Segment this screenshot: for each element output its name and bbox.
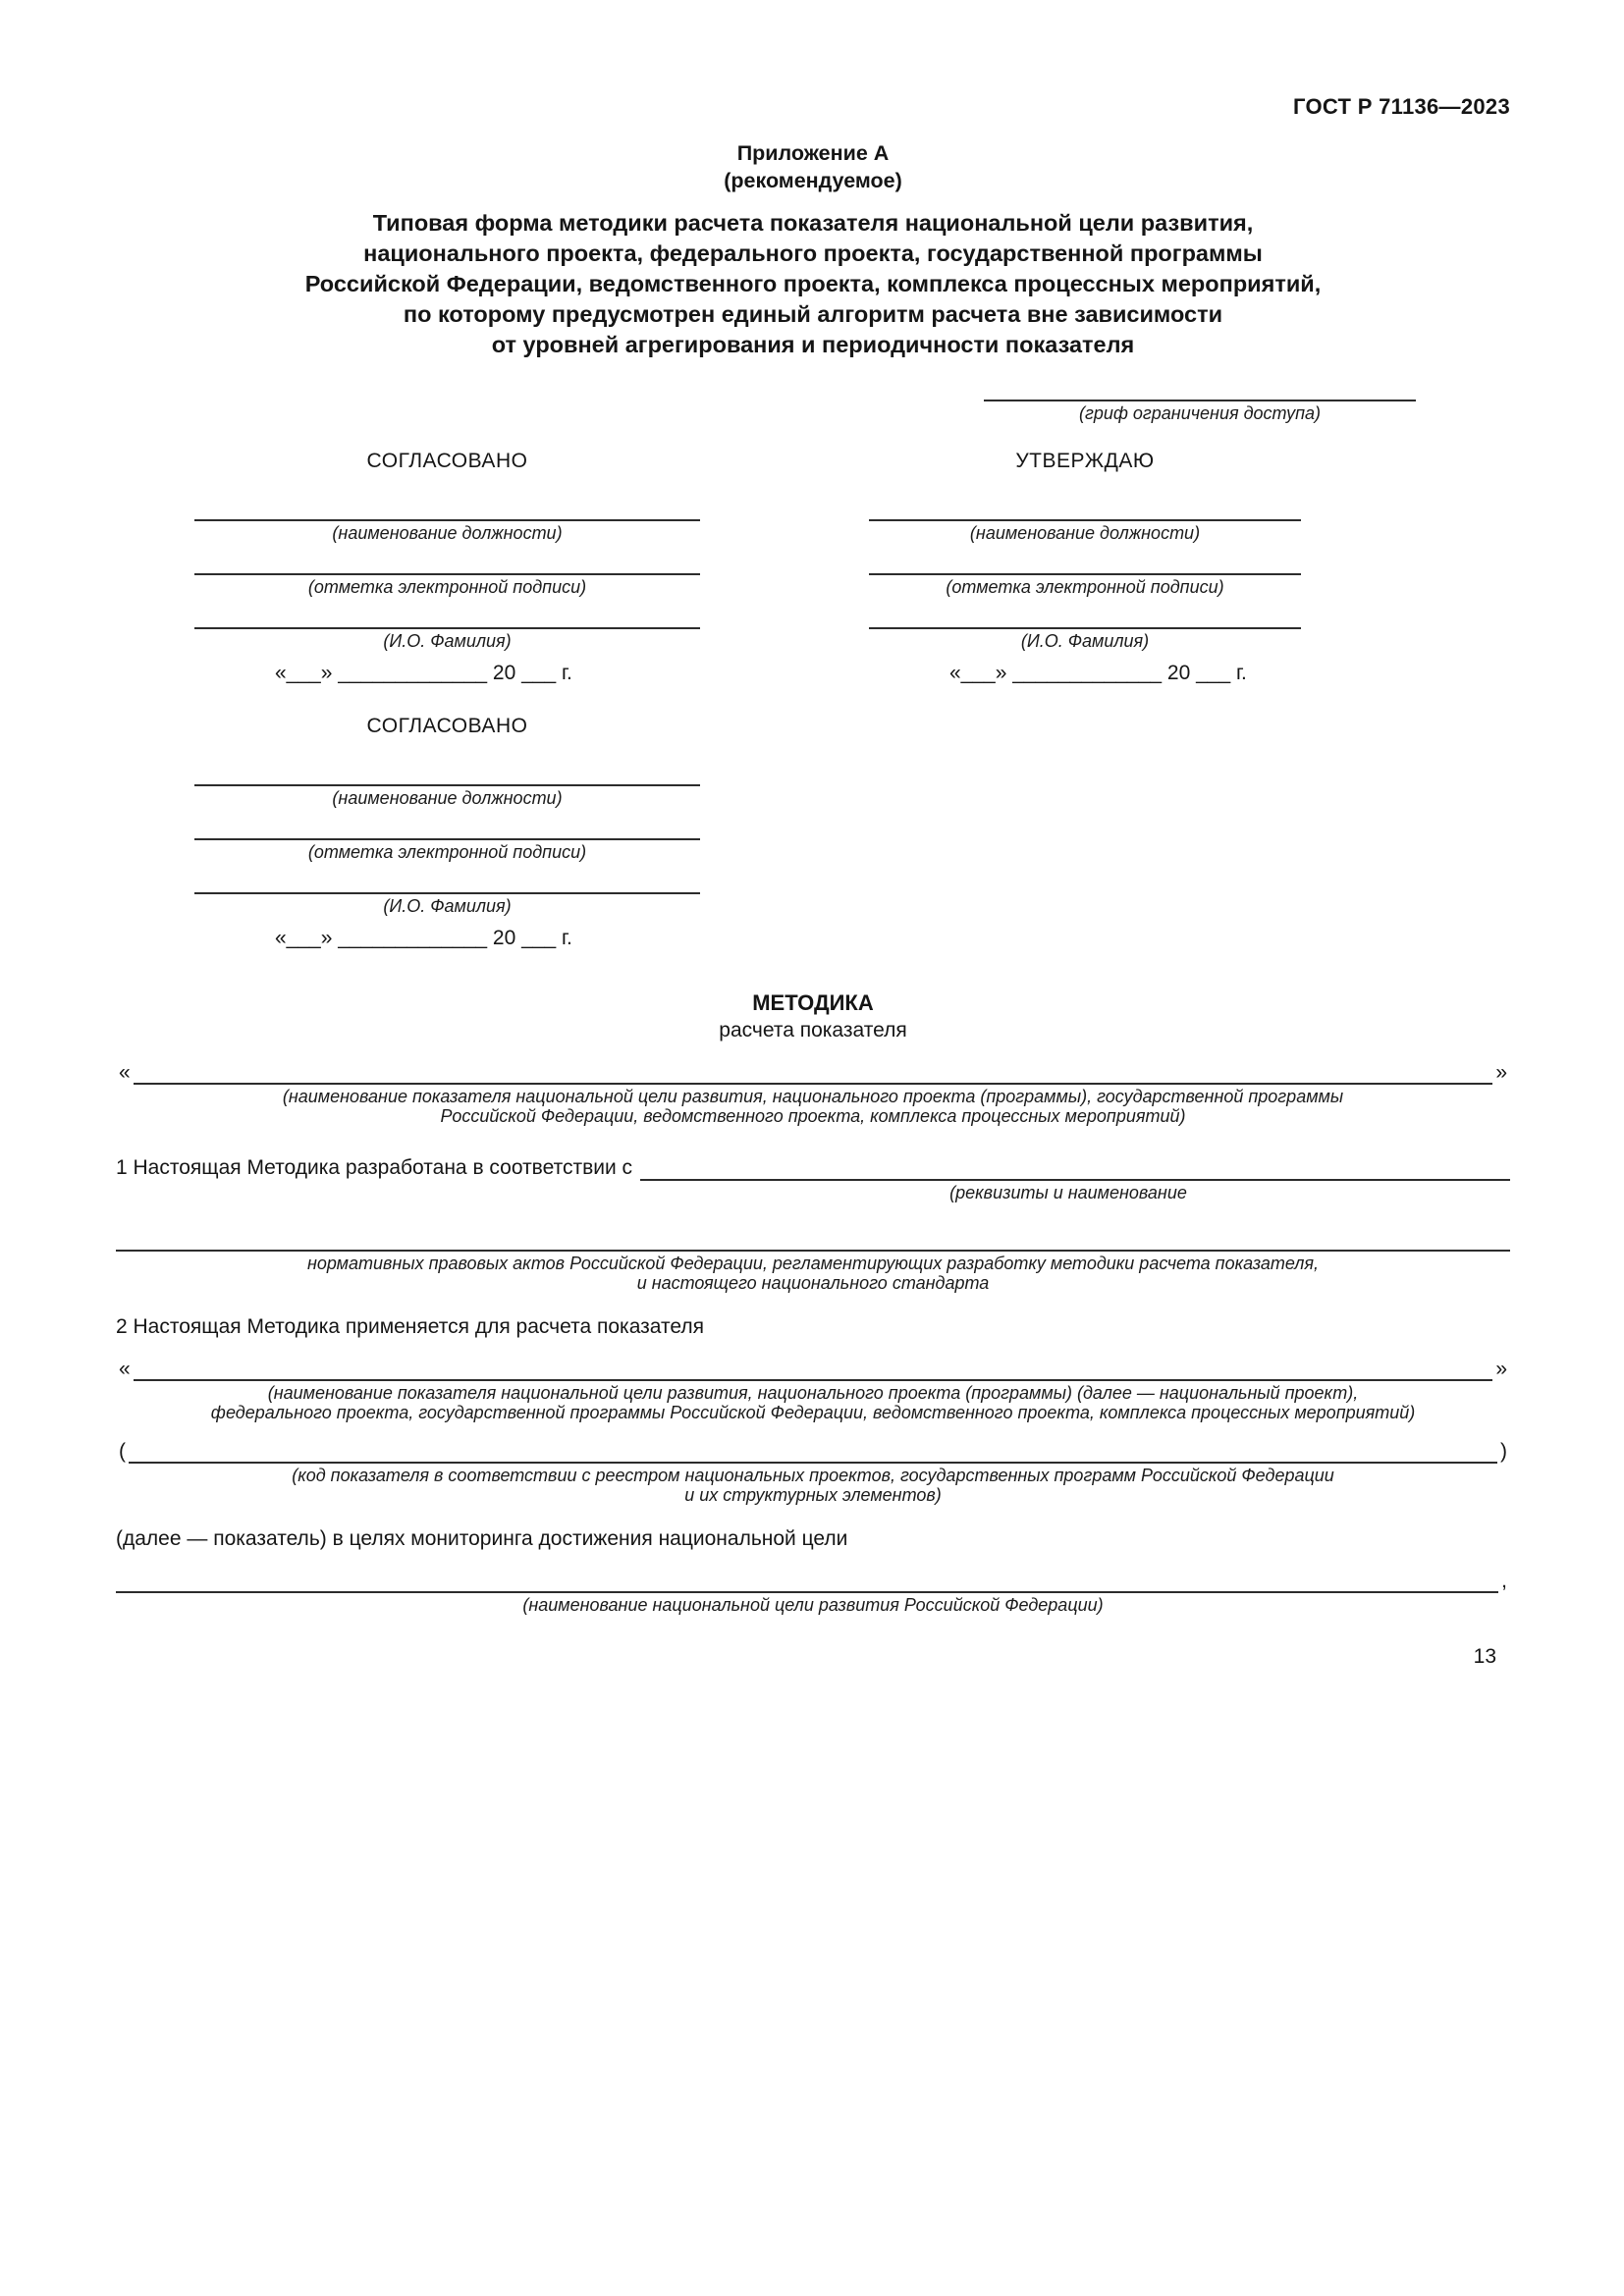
- name-field: [194, 869, 700, 916]
- esign-blank: [869, 550, 1301, 575]
- clause1-continuation-caption-2: и настоящего национального стандарта: [636, 1273, 990, 1293]
- approved-label: УТВЕРЖДАЮ: [1015, 450, 1155, 472]
- methodology-heading: МЕТОДИКА: [752, 990, 874, 1015]
- name-blank: [194, 604, 700, 629]
- date-line: «___» _____________ 20 ___ г.: [949, 662, 1247, 684]
- position-caption: (наименование должности): [969, 523, 1201, 543]
- clause1-lead-text: 1 Настоящая Методика разработана в соответствии с: [116, 1156, 633, 1179]
- position-field: [194, 496, 700, 543]
- clause2-indicator-name-line: [116, 1356, 1510, 1381]
- esign-field: [869, 550, 1301, 597]
- access-restriction-blank: [984, 376, 1416, 401]
- national-goal-line: [116, 1568, 1510, 1593]
- name-caption: (И.О. Фамилия): [383, 631, 512, 651]
- agreed-label-1: СОГЛАСОВАНО: [366, 450, 528, 472]
- access-restriction-field: [984, 376, 1416, 423]
- approved-block: [869, 449, 1301, 686]
- name-caption: (И.О. Фамилия): [383, 896, 512, 916]
- page-number: 13: [1473, 1645, 1496, 1668]
- position-blank: [869, 496, 1301, 521]
- name-field: [869, 604, 1301, 651]
- esign-caption: (отметка электронной подписи): [307, 577, 587, 597]
- open-quote-mark: «: [119, 1061, 131, 1084]
- position-blank: [194, 761, 700, 786]
- clause1-continuation-blank: [116, 1226, 1510, 1252]
- national-goal-blank: [116, 1568, 1498, 1593]
- form-title-line-5: от уровней агрегирования и периодичности показателя: [491, 332, 1135, 357]
- appendix-label: Приложение А: [736, 141, 890, 165]
- clause1-inline-caption: (реквизиты и наименование: [949, 1183, 1187, 1202]
- standard-number: ГОСТ Р 71136—2023: [1293, 94, 1510, 119]
- position-caption: (наименование должности): [332, 788, 563, 808]
- date-line: «___» _____________ 20 ___ г.: [275, 927, 572, 949]
- name-caption: (И.О. Фамилия): [1020, 631, 1150, 651]
- close-quote-mark: »: [1495, 1358, 1507, 1380]
- appendix-heading: [116, 139, 1510, 194]
- open-quote-mark: «: [119, 1358, 131, 1380]
- position-field: [194, 761, 700, 808]
- name-blank: [194, 869, 700, 894]
- national-goal-caption: (наименование национальной цели развития Российской Федерации): [522, 1595, 1104, 1615]
- clause2-indicator-name-blank: [134, 1356, 1493, 1381]
- clause2-lead-text: 2 Настоящая Методика применяется для расчета показателя: [116, 1315, 704, 1338]
- position-blank: [194, 496, 700, 521]
- esign-blank: [194, 550, 700, 575]
- esign-caption: (отметка электронной подписи): [946, 577, 1224, 597]
- esign-caption: (отметка электронной подписи): [307, 842, 587, 862]
- indicator-code-caption-2: и их структурных элементов): [684, 1485, 942, 1505]
- name-blank: [869, 604, 1301, 629]
- indicator-name-caption-2: Российской Федерации, ведомственного проекта, комплекса процессных мероприятий): [440, 1106, 1186, 1126]
- form-title: [116, 208, 1510, 360]
- approval-row: [116, 449, 1510, 686]
- close-paren-mark: ): [1500, 1440, 1507, 1463]
- indicator-name-blank: [134, 1059, 1493, 1085]
- esign-blank: [194, 815, 700, 840]
- close-quote-mark: »: [1495, 1061, 1507, 1084]
- agreed-block-2: [194, 714, 700, 951]
- form-title-line-2: национального проекта, федерального проекта, государственной программы: [363, 240, 1263, 266]
- indicator-code-blank: [129, 1438, 1497, 1464]
- indicator-code-line: [116, 1438, 1510, 1464]
- position-caption: (наименование должности): [332, 523, 563, 543]
- name-field: [194, 604, 700, 651]
- indicator-code-caption-1: (код показателя в соответствии с реестром национальных проектов, государственных программ Российской Федерации: [292, 1466, 1334, 1485]
- agreed-block-1: [194, 449, 700, 686]
- access-restriction-caption: (гриф ограничения доступа): [1078, 403, 1322, 423]
- clause1-blank: [640, 1155, 1510, 1181]
- open-paren-mark: (: [119, 1440, 126, 1463]
- esign-field: [194, 815, 700, 862]
- indicator-name-caption-1: (наименование показателя национальной цели развития, национального проекта (программы), государственной программы: [282, 1087, 1344, 1106]
- appendix-type: (рекомендуемое): [724, 169, 902, 192]
- clause2-indicator-name-caption-2: федерального проекта, государственной программы Российской Федерации, ведомственного проекта, комплекса процессных мероприятий): [210, 1403, 1416, 1422]
- indicator-name-line: [116, 1059, 1510, 1085]
- form-title-line-4: по которому предусмотрен единый алгоритм расчета вне зависимости: [403, 301, 1223, 327]
- position-field: [869, 496, 1301, 543]
- date-line: «___» _____________ 20 ___ г.: [275, 662, 572, 684]
- agreed-label-2: СОГЛАСОВАНО: [366, 715, 528, 737]
- methodology-subheading: расчета показателя: [719, 1019, 907, 1041]
- esign-field: [194, 550, 700, 597]
- form-title-line-3: Российской Федерации, ведомственного проекта, комплекса процессных мероприятий,: [304, 271, 1322, 296]
- purpose-text: (далее — показатель) в целях мониторинга достижения национальной цели: [116, 1527, 848, 1550]
- clause1-continuation-caption-1: нормативных правовых актов Российской Федерации, регламентирующих разработку методики расчета показателя,: [306, 1254, 1320, 1273]
- clause1-line: [116, 1155, 1510, 1181]
- clause2-indicator-name-caption-1: (наименование показателя национальной цели развития, национального проекта (программы) (далее — национальный проект),: [267, 1383, 1359, 1403]
- form-title-line-1: Типовая форма методики расчета показателя национальной цели развития,: [372, 210, 1254, 236]
- trailing-comma-mark: ,: [1501, 1570, 1507, 1592]
